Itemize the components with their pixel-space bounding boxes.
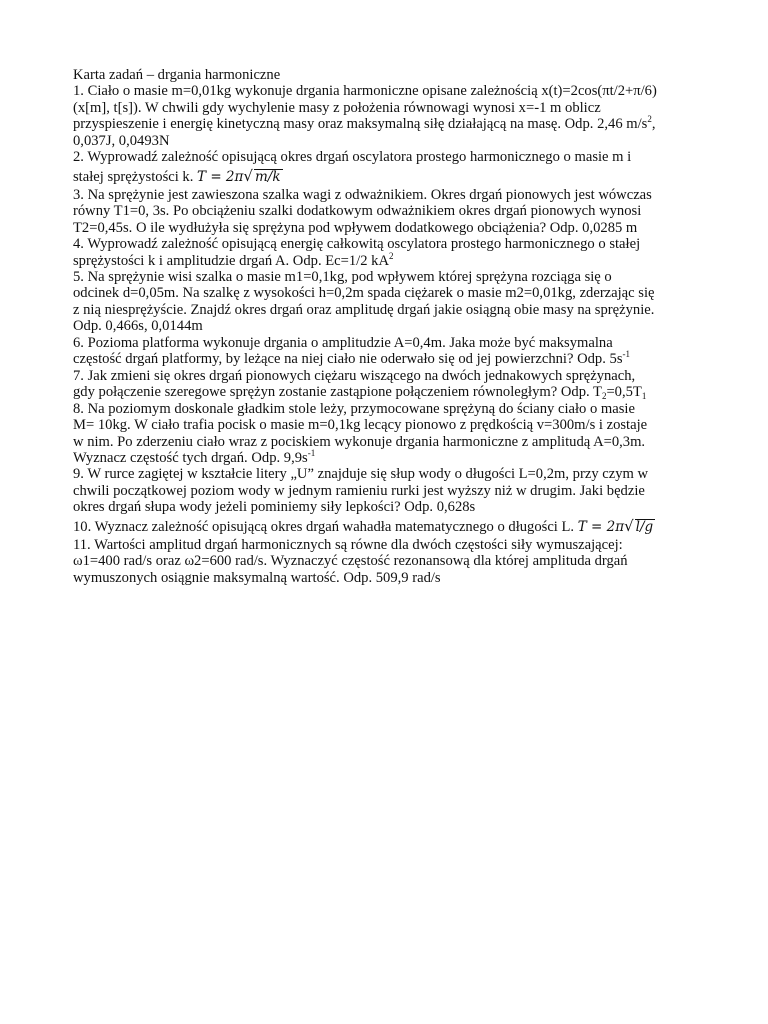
task-10-line-1 bbox=[73, 516, 698, 537]
subscript: 2 bbox=[601, 391, 607, 402]
exponent: -1 bbox=[307, 447, 316, 458]
task-2-text: stałej sprężystości k. bbox=[73, 168, 194, 185]
task-5-line-4: Odp. 0,466s, 0,0144m bbox=[73, 318, 203, 335]
exponent: -1 bbox=[622, 349, 630, 360]
task-5-line-2: odcinek d=0,05m. Na szalkę z wysokości h=0,2m spada ciężarek o masie m2=0,01kg, zderzając się bbox=[73, 285, 655, 302]
task-9-line-2: chwili początkowej poziom wody w jednym ramieniu rurki jest wyższy niż w drugim. Jaki będzie bbox=[73, 482, 645, 499]
task-9-line-1: 9. W rurce zagiętej w kształcie litery „U” znajduje się słup wody o długości L=0,2m, przy czym w bbox=[73, 466, 649, 483]
task-1-line-2: (x[m], t[s]). W chwili gdy wychylenie masy z położenia równowagi wynosi x=-1 m oblicz bbox=[73, 99, 601, 116]
exponent: 2 bbox=[389, 250, 394, 261]
task-8-line-3: w nim. Po zderzeniu ciało wraz z pociskiem wykonuje drgania harmoniczne z amplitudą A=0,3m. bbox=[73, 433, 646, 450]
formula-period-spring: T = 2π bbox=[197, 168, 244, 185]
task-3-line-1: 3. Na sprężynie jest zawieszona szalka wagi z odważnikiem. Okres drgań pionowych jest wówczas bbox=[73, 186, 652, 203]
task-11-line-3: wymuszonych osiągnie maksymalną wartość. Odp. 509,9 rad/s bbox=[73, 569, 441, 586]
task-2-line-1: 2. Wyprowadź zależność opisującą okres drgań oscylatora prostego harmonicznego o masie m i bbox=[73, 149, 632, 166]
formula-radicand: m/k bbox=[254, 168, 281, 185]
task-4-line-2 bbox=[73, 250, 698, 269]
task-8-line-4 bbox=[73, 447, 698, 466]
task-8-line-1: 8. Na poziomym doskonale gładkim stole leży, przymocowane sprężyną do ściany ciało o masie bbox=[73, 400, 635, 417]
subscript: 1 bbox=[641, 391, 647, 402]
task-8-line-2: M= 10kg. W ciało trafia pocisk o masie m=0,1kg lecący pionowo z prędkością v=300m/s i zostaje bbox=[73, 417, 648, 434]
task-2-line-2 bbox=[73, 166, 698, 187]
document-title: Karta zadań – drgania harmoniczne bbox=[73, 67, 281, 83]
sqrt-icon: √ bbox=[243, 166, 253, 185]
exponent: 2 bbox=[647, 114, 652, 125]
task-7-line-1: 7. Jak zmieni się okres drgań pionowych ciężaru wiszącego na dwóch jednakowych sprężynach, bbox=[73, 367, 636, 384]
task-7-answer: =0,5T bbox=[606, 384, 642, 401]
task-1-line-1: 1. Ciało o masie m=0,01kg wykonuje drgania harmoniczne opisane zależnością x(t)=2cos(πt/2+π/6) bbox=[73, 83, 657, 100]
task-6-line-1: 6. Pozioma platforma wykonuje drgania o amplitudzie A=0,4m. Jaka może być maksymalna bbox=[73, 334, 613, 351]
task-7-line-2 bbox=[73, 384, 698, 400]
task-9-line-3: okres drgań słupa wody jeżeli pominiemy siły lepkości? Odp. 0,628s bbox=[73, 499, 476, 516]
task-1-text: przyspieszenie i energię kinetyczną masy oraz maksymalną siłę działającą na masę. Odp. 2,46 m/s bbox=[73, 116, 648, 133]
task-8-text: Wyznacz częstość tych drgań. Odp. 9,9s bbox=[73, 449, 308, 466]
task-3-line-2: równy T1=0, 3s. Po obciążeniu szalki dodatkowym odważnikiem okres drgań pionowych wynosi bbox=[73, 203, 642, 220]
task-4-line-1: 4. Wyprowadź zależność opisującą energię całkowitą oscylatora prostego harmonicznego o stałej bbox=[73, 236, 641, 253]
task-11-line-1: 11. Wartości amplitud drgań harmonicznych są równe dla dwóch częstości siły wymuszającej: bbox=[73, 536, 623, 553]
task-1-line-3 bbox=[73, 116, 698, 132]
sqrt-icon: √ bbox=[624, 516, 634, 535]
task-6-text: częstość drgań platformy, by leżące na niej ciało nie oderwało się od jej powierzchni? Odp. 5s bbox=[73, 351, 623, 368]
task-7-text: gdy połączenie szeregowe sprężyn zostanie zastąpione połączeniem równoległym? Odp. T bbox=[73, 384, 602, 401]
formula-period-pendulum: T = 2π bbox=[577, 518, 625, 535]
formula-radicand: l/g bbox=[635, 518, 654, 535]
task-3-line-3: T2=0,45s. O ile wydłużyła się sprężyna pod wpływem dodatkowego obciążenia? Odp. 0,0285 m bbox=[73, 219, 638, 236]
task-4-text: sprężystości k i amplitudzie drgań A. Odp. Ec=1/2 kA bbox=[73, 252, 389, 269]
task-10-text: 10. Wyznacz zależność opisującą okres drgań wahadła matematycznego o długości L. bbox=[73, 518, 575, 535]
task-5-line-1: 5. Na sprężynie wisi szalka o masie m1=0,1kg, pod wpływem której sprężyna rozciąga się o bbox=[73, 268, 612, 285]
task-1-comma: , bbox=[651, 116, 656, 133]
task-11-line-2: ω1=400 rad/s oraz ω2=600 rad/s. Wyznaczyć częstość rezonansową dla której amplituda drgań bbox=[73, 553, 628, 570]
task-1-line-4: 0,037J, 0,0493N bbox=[73, 132, 170, 149]
task-6-line-2 bbox=[73, 351, 698, 367]
document-page bbox=[73, 67, 698, 586]
task-5-line-3: z nią niesprężyście. Znajdź okres drgań oraz amplitudę drgań jakie osiągną obie masy na sprężynie. bbox=[73, 301, 655, 318]
